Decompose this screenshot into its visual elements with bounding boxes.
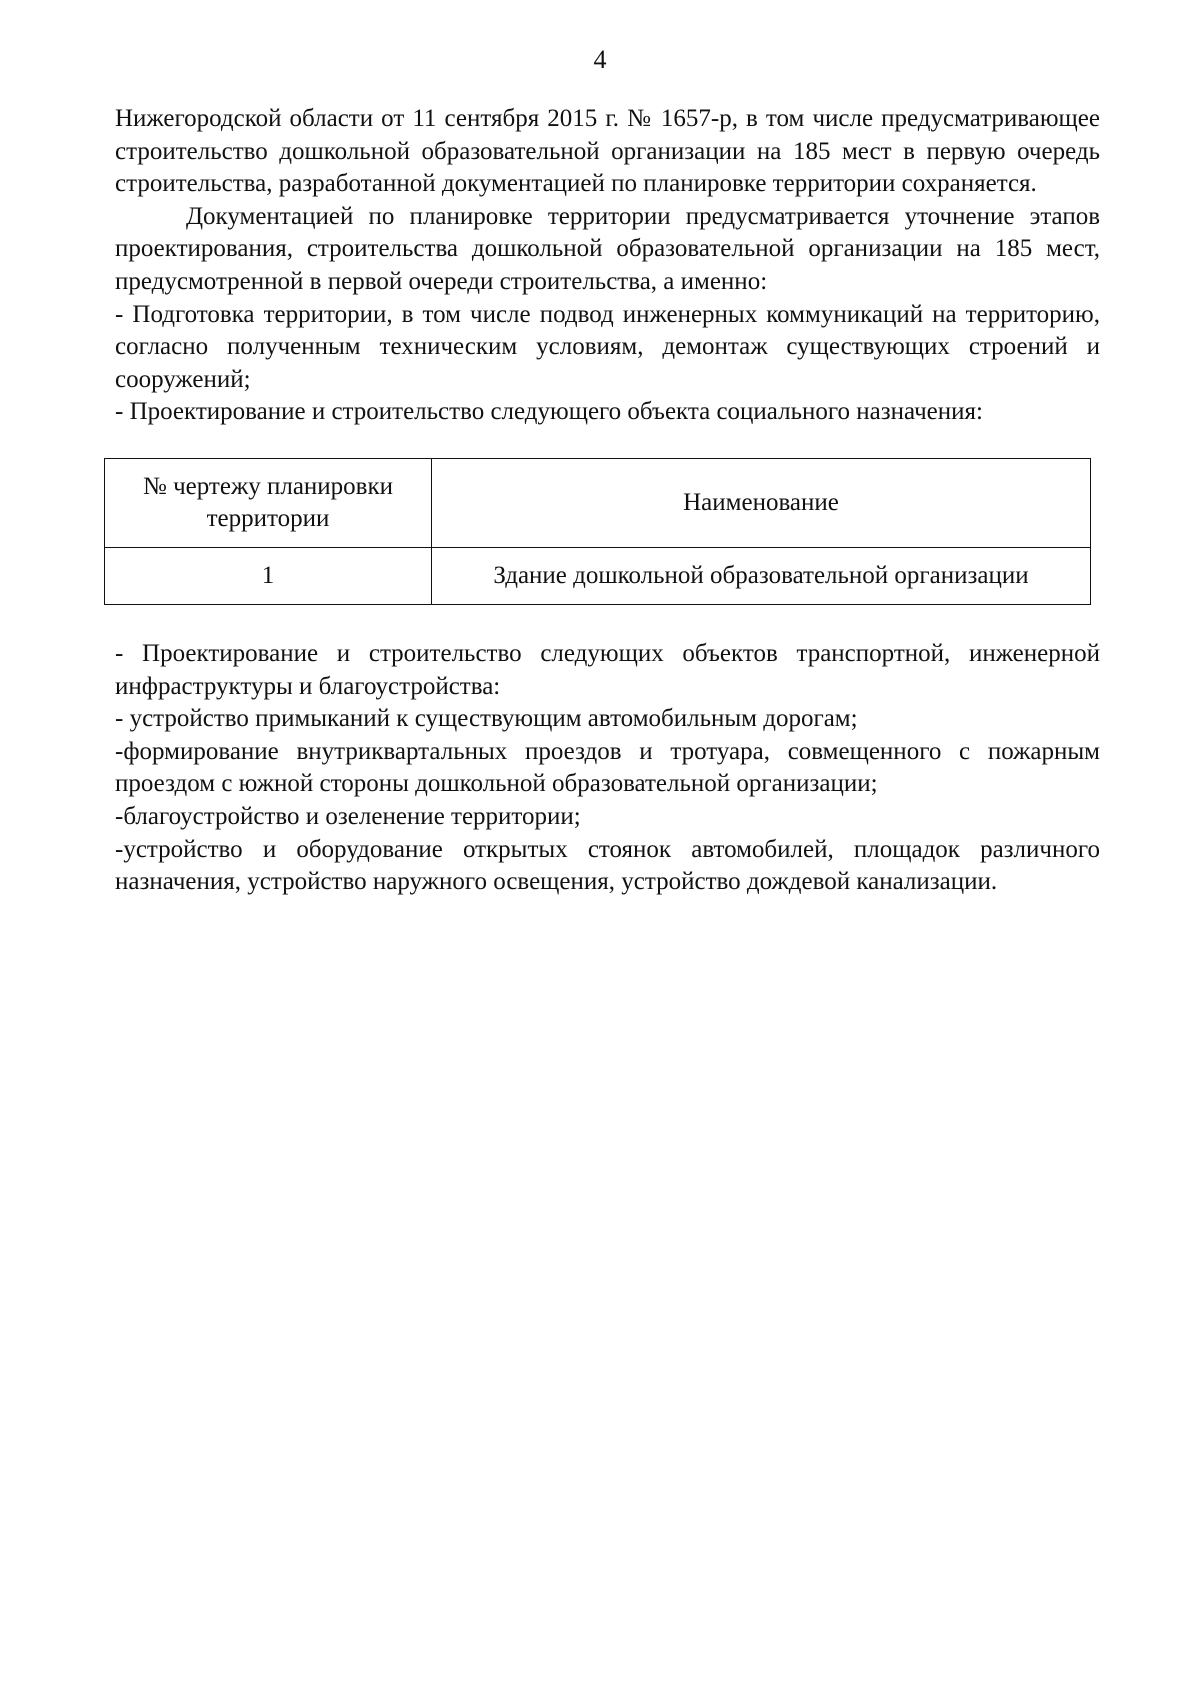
document-body [115,103,1100,899]
table-header-name: Наименование [432,458,1091,547]
table-header-row [105,458,1091,547]
list-item-road-junctions: - устройство примыканий к существующим автомобильным дорогам; [115,705,858,733]
paragraph-continuation: Нижегородской области от 11 сентября 2015 г. № 1657-р, в том числе предусматривающее строительство дошкольной образовательной организации на 185 мест в первую очередь строительства, разработанной документацией по планировке территории сохраняется. [115,105,1100,198]
table-row [105,547,1091,604]
list-item-landscaping: -благоустройство и озеленение территории; [115,802,581,830]
list-item-driveways: -формирование внутриквартальных проездов и тротуара, совмещенного с пожарным проездом с южной стороны дошкольной образовательной организации; [115,737,1100,798]
table-header-drawing-number: № чертежу планировки территории [105,458,432,547]
paragraph-stages: Документацией по планировке территории предусматривается уточнение этапов проектирования, строительства дошкольной образовательной организации на 185 мест, предусмотренной в первой очереди строительства, а именно: [115,202,1100,295]
list-item-parking-lighting: -устройство и оборудование открытых стоянок автомобилей, площадок различного назначения, устройство наружного освещения, устройство дождевой канализации. [115,835,1100,896]
page-number: 4 [593,45,607,74]
table-cell-name: Здание дошкольной образовательной организации [432,547,1091,604]
table-cell-number: 1 [105,547,432,604]
objects-table [104,458,1091,605]
list-item-infrastructure: - Проектирование и строительство следующих объектов транспортной, инженерной инфраструктуры и благоустройства: [115,639,1100,700]
objects-table-grid [104,458,1091,605]
list-item-social-object: - Проектирование и строительство следующего объекта социального назначения: [115,398,983,426]
list-item-territory-preparation: - Подготовка территории, в том числе подвод инженерных коммуникаций на территорию, согласно полученным техническим условиям, демонтаж существующих строений и сооружений; [115,300,1100,393]
